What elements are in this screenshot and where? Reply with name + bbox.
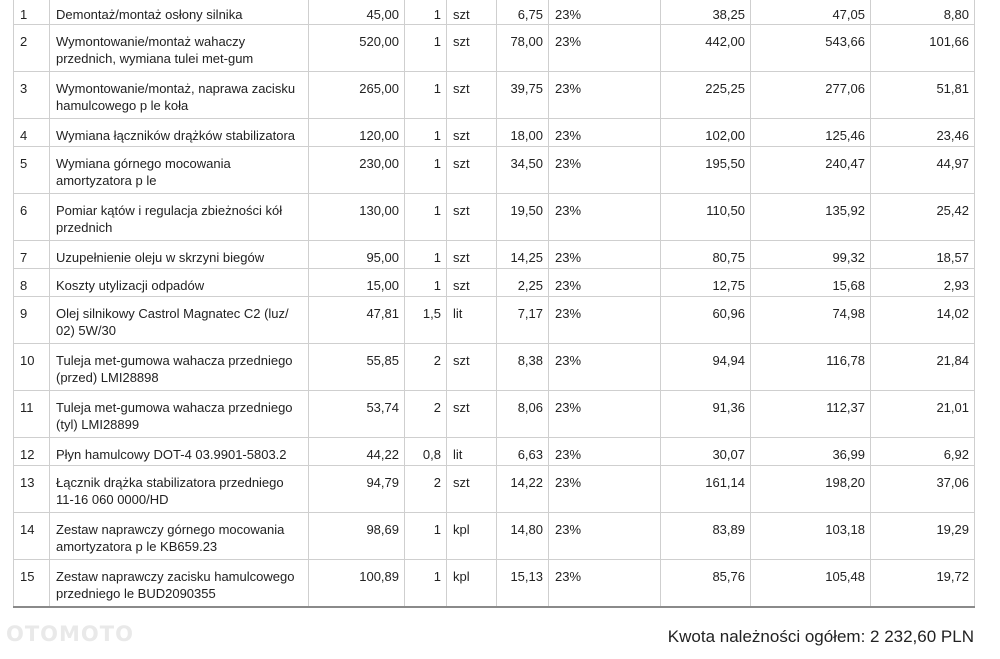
- cell-lp: 6: [14, 194, 50, 241]
- cell-vat: 23%: [549, 194, 661, 241]
- cell-discount: 7,17: [497, 297, 549, 344]
- cell-qty: 1,5: [405, 297, 447, 344]
- cell-price: 98,69: [309, 513, 405, 560]
- cell-price: 230,00: [309, 147, 405, 194]
- cell-qty: 1: [405, 72, 447, 119]
- cell-name: Koszty utylizacji odpadów: [50, 269, 309, 297]
- cell-vat: 23%: [549, 25, 661, 72]
- cell-discount: 39,75: [497, 72, 549, 119]
- cell-net: 225,25: [661, 72, 751, 119]
- cell-price: 100,89: [309, 560, 405, 608]
- cell-name: Zestaw naprawczy górnego mocowania amortyzatora p le KB659.23: [50, 513, 309, 560]
- cell-price: 265,00: [309, 72, 405, 119]
- cell-unit: lit: [447, 438, 497, 466]
- cell-tax: 19,72: [871, 560, 975, 608]
- cell-name: Pomiar kątów i regulacja zbieżności kół przednich: [50, 194, 309, 241]
- table-row: [14, 391, 975, 438]
- cell-net: 195,50: [661, 147, 751, 194]
- cell-vat: 23%: [549, 560, 661, 608]
- cell-gross: 74,98: [751, 297, 871, 344]
- cell-tax: 21,01: [871, 391, 975, 438]
- cell-vat: 23%: [549, 0, 661, 25]
- invoice-items-table-wrap: [13, 0, 974, 608]
- cell-tax: 19,29: [871, 513, 975, 560]
- cell-price: 15,00: [309, 269, 405, 297]
- cell-vat: 23%: [549, 72, 661, 119]
- cell-name: Wymiana górnego mocowania amortyzatora p le: [50, 147, 309, 194]
- cell-qty: 1: [405, 513, 447, 560]
- cell-price: 44,22: [309, 438, 405, 466]
- cell-discount: 8,06: [497, 391, 549, 438]
- table-row: [14, 241, 975, 269]
- table-row: [14, 25, 975, 72]
- cell-qty: 1: [405, 147, 447, 194]
- cell-lp: 5: [14, 147, 50, 194]
- cell-price: 45,00: [309, 0, 405, 25]
- cell-net: 83,89: [661, 513, 751, 560]
- cell-tax: 101,66: [871, 25, 975, 72]
- cell-gross: 240,47: [751, 147, 871, 194]
- cell-name: Tuleja met-gumowa wahacza przedniego (przed) LMI28898: [50, 344, 309, 391]
- cell-tax: 21,84: [871, 344, 975, 391]
- cell-vat: 23%: [549, 119, 661, 147]
- cell-qty: 1: [405, 269, 447, 297]
- cell-qty: 1: [405, 560, 447, 608]
- cell-unit: szt: [447, 344, 497, 391]
- cell-lp: 10: [14, 344, 50, 391]
- cell-discount: 6,63: [497, 438, 549, 466]
- cell-name: Uzupełnienie oleju w skrzyni biegów: [50, 241, 309, 269]
- cell-discount: 2,25: [497, 269, 549, 297]
- cell-unit: szt: [447, 119, 497, 147]
- cell-vat: 23%: [549, 466, 661, 513]
- cell-unit: kpl: [447, 513, 497, 560]
- cell-tax: 44,97: [871, 147, 975, 194]
- cell-discount: 18,00: [497, 119, 549, 147]
- cell-qty: 1: [405, 119, 447, 147]
- cell-lp: 7: [14, 241, 50, 269]
- invoice-rows: [14, 0, 975, 607]
- cell-qty: 1: [405, 25, 447, 72]
- cell-name: Płyn hamulcowy DOT-4 03.9901-5803.2: [50, 438, 309, 466]
- table-row: [14, 194, 975, 241]
- cell-discount: 78,00: [497, 25, 549, 72]
- cell-lp: 11: [14, 391, 50, 438]
- cell-net: 38,25: [661, 0, 751, 25]
- table-row: [14, 438, 975, 466]
- cell-vat: 23%: [549, 438, 661, 466]
- cell-price: 55,85: [309, 344, 405, 391]
- cell-unit: szt: [447, 72, 497, 119]
- cell-gross: 103,18: [751, 513, 871, 560]
- cell-tax: 8,80: [871, 0, 975, 25]
- cell-gross: 99,32: [751, 241, 871, 269]
- cell-name: Olej silnikowy Castrol Magnatec C2 (luz/ 02) 5W/30: [50, 297, 309, 344]
- cell-net: 91,36: [661, 391, 751, 438]
- cell-vat: 23%: [549, 391, 661, 438]
- cell-unit: szt: [447, 147, 497, 194]
- cell-net: 102,00: [661, 119, 751, 147]
- cell-price: 47,81: [309, 297, 405, 344]
- table-row: [14, 72, 975, 119]
- cell-discount: 15,13: [497, 560, 549, 608]
- cell-lp: 8: [14, 269, 50, 297]
- cell-gross: 543,66: [751, 25, 871, 72]
- table-row: [14, 513, 975, 560]
- cell-qty: 2: [405, 391, 447, 438]
- cell-price: 95,00: [309, 241, 405, 269]
- cell-price: 520,00: [309, 25, 405, 72]
- cell-tax: 6,92: [871, 438, 975, 466]
- cell-lp: 2: [14, 25, 50, 72]
- cell-name: Tuleja met-gumowa wahacza przedniego (tyl) LMI28899: [50, 391, 309, 438]
- cell-name: Wymontowanie/montaż wahaczy przednich, wymiana tulei met-gum: [50, 25, 309, 72]
- cell-tax: 37,06: [871, 466, 975, 513]
- cell-net: 12,75: [661, 269, 751, 297]
- cell-qty: 1: [405, 194, 447, 241]
- cell-net: 30,07: [661, 438, 751, 466]
- cell-unit: lit: [447, 297, 497, 344]
- table-row: [14, 560, 975, 608]
- cell-gross: 135,92: [751, 194, 871, 241]
- cell-tax: 18,57: [871, 241, 975, 269]
- table-row: [14, 344, 975, 391]
- cell-net: 94,94: [661, 344, 751, 391]
- cell-unit: szt: [447, 0, 497, 25]
- table-row: [14, 147, 975, 194]
- cell-name: Wymiana łączników drążków stabilizatora: [50, 119, 309, 147]
- cell-tax: 14,02: [871, 297, 975, 344]
- cell-unit: szt: [447, 466, 497, 513]
- cell-discount: 8,38: [497, 344, 549, 391]
- cell-unit: kpl: [447, 560, 497, 608]
- cell-discount: 14,80: [497, 513, 549, 560]
- cell-lp: 1: [14, 0, 50, 25]
- cell-unit: szt: [447, 194, 497, 241]
- total-amount: Kwota należności ogółem: 2 232,60 PLN: [667, 627, 974, 646]
- cell-gross: 105,48: [751, 560, 871, 608]
- cell-qty: 1: [405, 241, 447, 269]
- cell-net: 85,76: [661, 560, 751, 608]
- cell-unit: szt: [447, 391, 497, 438]
- cell-gross: 116,78: [751, 344, 871, 391]
- cell-gross: 15,68: [751, 269, 871, 297]
- table-row: [14, 0, 975, 25]
- cell-net: 60,96: [661, 297, 751, 344]
- cell-name: Demontaż/montaż osłony silnika: [50, 0, 309, 25]
- cell-discount: 14,22: [497, 466, 549, 513]
- cell-gross: 277,06: [751, 72, 871, 119]
- cell-vat: 23%: [549, 344, 661, 391]
- cell-price: 120,00: [309, 119, 405, 147]
- cell-gross: 198,20: [751, 466, 871, 513]
- table-row: [14, 119, 975, 147]
- cell-unit: szt: [447, 241, 497, 269]
- cell-qty: 1: [405, 0, 447, 25]
- cell-qty: 2: [405, 344, 447, 391]
- cell-lp: 13: [14, 466, 50, 513]
- table-row: [14, 297, 975, 344]
- cell-tax: 23,46: [871, 119, 975, 147]
- cell-gross: 47,05: [751, 0, 871, 25]
- cell-vat: 23%: [549, 297, 661, 344]
- cell-vat: 23%: [549, 513, 661, 560]
- watermark-logo: OTOMOTO: [6, 622, 134, 646]
- cell-net: 161,14: [661, 466, 751, 513]
- cell-price: 53,74: [309, 391, 405, 438]
- cell-gross: 36,99: [751, 438, 871, 466]
- cell-lp: 15: [14, 560, 50, 608]
- cell-vat: 23%: [549, 241, 661, 269]
- cell-net: 80,75: [661, 241, 751, 269]
- cell-lp: 14: [14, 513, 50, 560]
- cell-name: Łącznik drążka stabilizatora przedniego 11-16 060 0000/HD: [50, 466, 309, 513]
- cell-lp: 12: [14, 438, 50, 466]
- cell-net: 442,00: [661, 25, 751, 72]
- cell-name: Wymontowanie/montaż, naprawa zacisku hamulcowego p le koła: [50, 72, 309, 119]
- cell-discount: 19,50: [497, 194, 549, 241]
- cell-lp: 4: [14, 119, 50, 147]
- cell-lp: 3: [14, 72, 50, 119]
- cell-discount: 14,25: [497, 241, 549, 269]
- cell-qty: 2: [405, 466, 447, 513]
- cell-tax: 51,81: [871, 72, 975, 119]
- table-row: [14, 466, 975, 513]
- cell-unit: szt: [447, 25, 497, 72]
- cell-tax: 25,42: [871, 194, 975, 241]
- cell-vat: 23%: [549, 147, 661, 194]
- cell-discount: 6,75: [497, 0, 549, 25]
- cell-lp: 9: [14, 297, 50, 344]
- cell-discount: 34,50: [497, 147, 549, 194]
- table-row: [14, 269, 975, 297]
- cell-vat: 23%: [549, 269, 661, 297]
- cell-name: Zestaw naprawczy zacisku hamulcowego przedniego le BUD2090355: [50, 560, 309, 608]
- cell-net: 110,50: [661, 194, 751, 241]
- cell-price: 94,79: [309, 466, 405, 513]
- cell-price: 130,00: [309, 194, 405, 241]
- invoice-items-table: [13, 0, 975, 608]
- cell-gross: 112,37: [751, 391, 871, 438]
- cell-tax: 2,93: [871, 269, 975, 297]
- cell-qty: 0,8: [405, 438, 447, 466]
- cell-unit: szt: [447, 269, 497, 297]
- cell-gross: 125,46: [751, 119, 871, 147]
